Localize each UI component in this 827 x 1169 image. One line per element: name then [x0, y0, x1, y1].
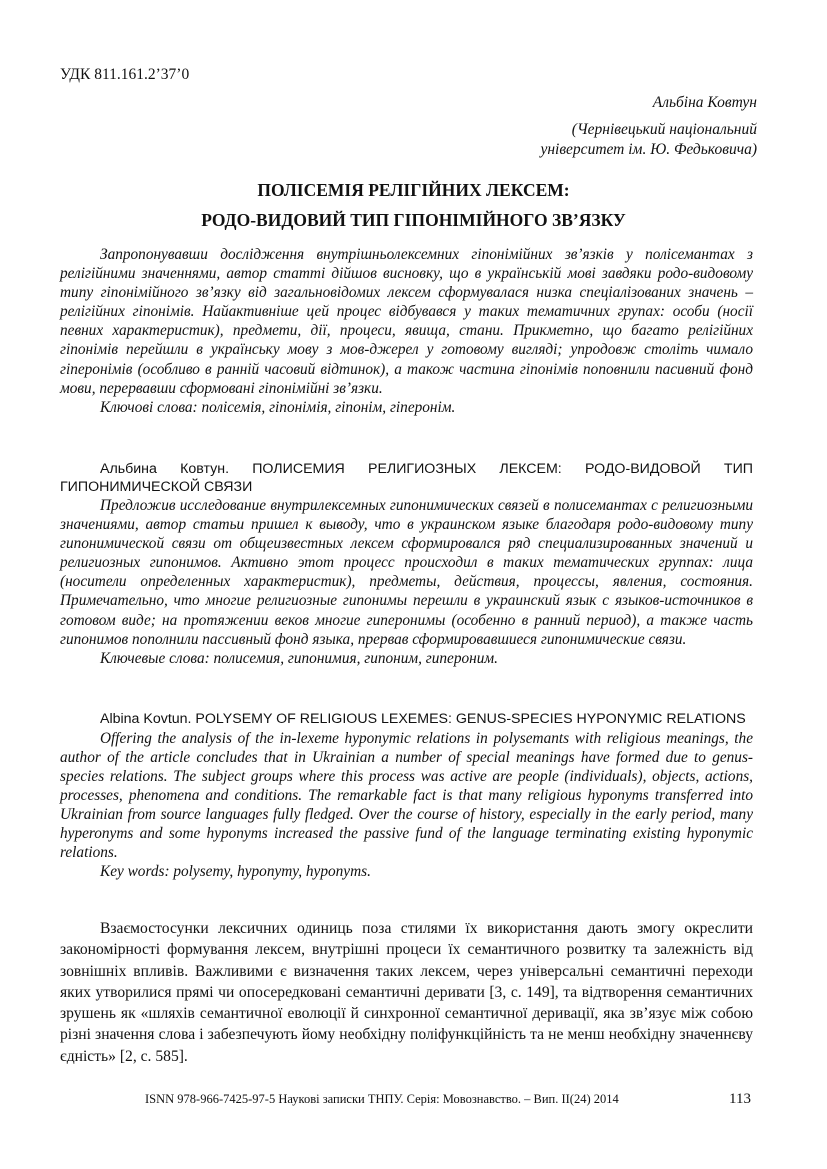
journal-citation: ISNN 978-966-7425-97-5 Наукові записки ТНПУ. Серія: Мовознавство. – Вип. ІІ(24) 2014	[145, 1092, 619, 1106]
affiliation-line-1: (Чернівецький національний	[571, 121, 757, 138]
abstract-uk-text: Запропонувавши дослідження внутрішньолексемних гіпонімійних зв’язків у полісемантах з релігійними значеннями, автор статті дійшов висновку, що в українській мові завдяки родо-видовому типу гіпонімійного зв’язку від загальновідомих лексем сформувалася низка спеціалізованих значень – релігійних гіпонімів. Найактивніше цей процес відбувався у таких тематичних групах: особи (носії певних характеристик), предмети, дії, процеси, явища, стани. Прикметно, що багато релігійних гіпонімів перейшли в українську мову з мов-джерел у готовому вигляді; упродовж століть чимало гіперонімів (особливо в ранній часовий відтинок), а також частина гіпонімів поповнили пасивний фонд мови, перервавши сформовані гіпонімійні зв’язки.	[60, 246, 753, 397]
body-paragraph-1: Взаємостосунки лексичних одиниць поза стилями їх використання дають змогу окреслити закономірності формування лексем, внутрішні процеси їх семантичного розвитку та залежність від зовнішніх впливів. Важливими є визначення таких лексем, через універсальні семантичні переходи яких утворилися прямі чи опосередковані семантичні деривати [3, с. 149], та відтворення семантичних зрушень як «шляхів семантичної еволюції й синхронної семантичної деривації, яка зв’язує між собою різні значення слова і забезпечують йому необхідну поліфункційність та не менш необхідну значеннєву єдність» [2, с. 585].	[60, 920, 753, 1065]
abstract-en-text: Offering the analysis of the in-lexeme hyponymic relations in polysemants with religious meanings, the author of the article concludes that in Ukrainian a number of special meanings have formed due to genus-species relations. The subject groups where this process was active are people (individuals), objects, actions, processes, phenomena and conditions. The remarkable fact is that many religious hyponyms transferred into Ukrainian from source languages fully fledged. Over the course of history, especially in the early period, many hyperonyms and some hyponyms increased the passive fund of the language terminating existing hyponymic relations.	[60, 729, 753, 862]
article-body	[60, 918, 753, 1067]
article-title-line-1: ПОЛІСЕМІЯ РЕЛІГІЙНИХ ЛЕКСЕМ:	[257, 180, 570, 200]
udc-code: УДК 811.161.2’37’0	[60, 66, 190, 83]
author-affiliation	[540, 120, 757, 160]
abstract-ukrainian	[60, 245, 753, 417]
abstract-ru-keywords: Ключевые слова: полисемия, гипонимия, гипоним, гипероним.	[100, 649, 498, 667]
affiliation-line-2: університет ім. Ю. Федьковича)	[540, 141, 757, 158]
article-title-line-2: РОДО-ВИДОВИЙ ТИП ГІПОНІМІЙНОГО ЗВ’ЯЗКУ	[201, 210, 626, 230]
abstract-english	[60, 711, 753, 881]
abstract-ru-text: Предложив исследование внутрилексемных гипонимических связей в полисемантах с религиозными значениями, автор статьи пришел к выводу, что в украинском языке благодаря родо-видовому типу гипонимической связи от общеизвестных лексем сформировался ряд специализированных значений и религиозных гипонимов. Активно этот процесс происходил в таких тематических группах: лица (носители определенных характеристик), предметы, действия, процессы, явления, состояния. Примечательно, что многие религиозные гипонимы перешли в украинский язык с языков-источников в готовом виде; на протяжении веков многие гиперонимы (особенно в ранний период), а также часть гипонимов пополнили пассивный фонд языка, прервав сформировавшиеся гипонимические связи.	[60, 497, 753, 648]
abstract-en-heading: Albina Kovtun. POLYSEMY OF RELIGIOUS LEXEMES: GENUS-SPECIES HYPONYMIC RELATIONS	[100, 711, 746, 727]
abstract-russian	[60, 461, 753, 668]
abstract-en-keywords: Key words: polysemy, hyponymy, hyponyms.	[100, 863, 371, 881]
abstract-uk-keywords: Ключові слова: полісемія, гіпонімія, гіпонім, гіперонім.	[100, 398, 456, 416]
author-name: Альбіна Ковтун	[652, 94, 757, 111]
page-number: 113	[729, 1091, 751, 1107]
abstract-ru-heading: Альбина Ковтун. ПОЛИСЕМИЯ РЕЛИГИОЗНЫХ ЛЕКСЕМ: РОДО-ВИДОВОЙ ТИП ГИПОНИМИЧЕСКОЙ СВЯЗИ	[60, 461, 753, 495]
